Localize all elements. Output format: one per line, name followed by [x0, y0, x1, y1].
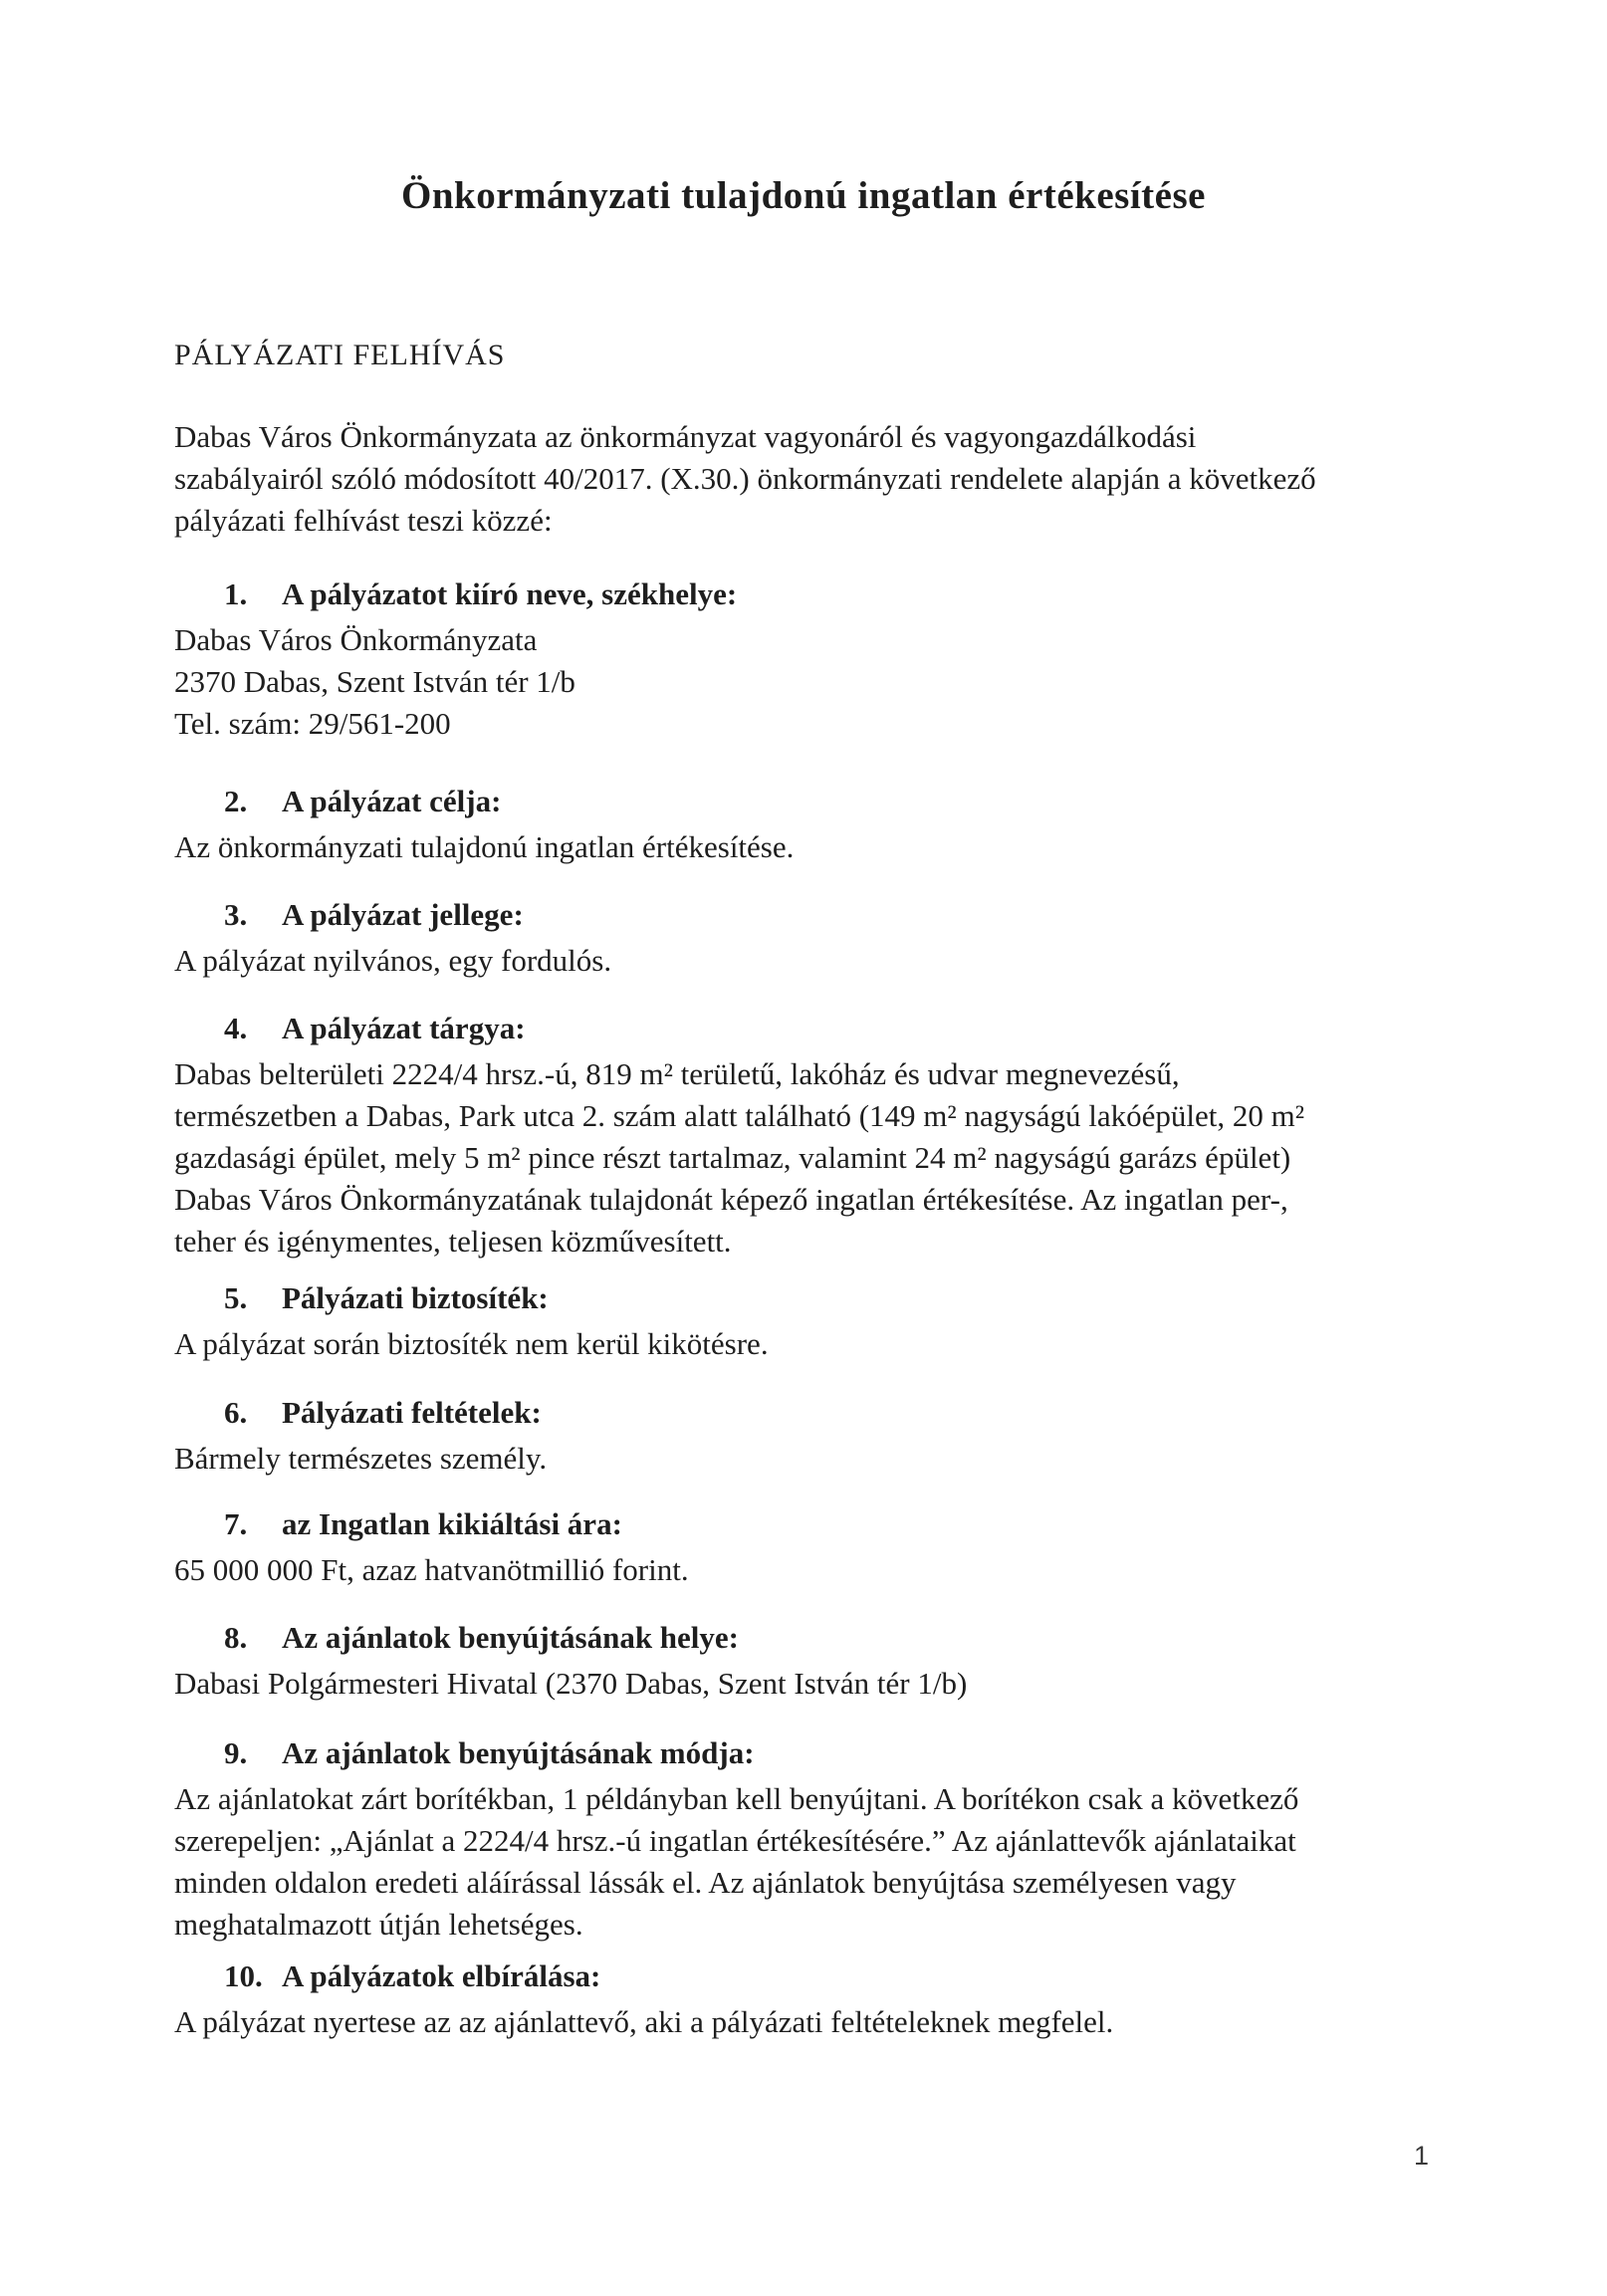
text-line: Tel. szám: 29/561-200: [174, 706, 451, 741]
text-line: szerepeljen: „Ajánlat a 2224/4 hrsz.-ú ingatlan értékesítésére.” Az ajánlattevők ajánlataikat: [174, 1823, 1296, 1858]
section-heading: [174, 1392, 1469, 1434]
text-line: minden oldalon eredeti aláírással lássák el. Az ajánlatok benyújtása személyesen vagy: [174, 1865, 1237, 1900]
section-heading-text: Az ajánlatok benyújtásának helye:: [282, 1620, 740, 1655]
section-number: 1.: [224, 576, 248, 611]
section-issuer: [174, 574, 1469, 745]
intro-paragraph: [174, 416, 1469, 542]
section-body: [174, 619, 1469, 745]
section-number: 8.: [224, 1620, 248, 1655]
section-submission-place: [174, 1617, 1469, 1705]
section-submission-method: [174, 1732, 1469, 1946]
section-number: 2.: [224, 784, 248, 818]
text-line: Az önkormányzati tulajdonú ingatlan értékesítése.: [174, 829, 795, 864]
section-type: [174, 894, 1469, 982]
text-line: meghatalmazott útján lehetséges.: [174, 1907, 583, 1942]
section-number: 5.: [224, 1280, 248, 1315]
text-line: Az ajánlatokat zárt borítékban, 1 példányban kell benyújtani. A borítékon csak a következő: [174, 1781, 1299, 1816]
text-line: természetben a Dabas, Park utca 2. szám alatt található (149 m² nagyságú lakóépület, 20 m²: [174, 1098, 1305, 1133]
section-heading-text: A pályázat célja:: [282, 784, 502, 818]
intro-line-1: Dabas Város Önkormányzata az önkormányzat vagyonáról és vagyongazdálkodási: [174, 419, 1197, 454]
section-deposit: [174, 1277, 1469, 1365]
section-body: [174, 1438, 1469, 1480]
section-heading: [174, 1955, 1469, 1997]
text-line: Dabasi Polgármesteri Hivatal (2370 Dabas, Szent István tér 1/b): [174, 1666, 968, 1701]
section-heading-text: Pályázati feltételek:: [282, 1395, 542, 1430]
section-number: 4.: [224, 1011, 248, 1045]
text-line: gazdasági épület, mely 5 m² pince részt tartalmaz, valamint 24 m² nagyságú garázs épület): [174, 1140, 1291, 1175]
section-number: 9.: [224, 1735, 248, 1770]
text-line: 2370 Dabas, Szent István tér 1/b: [174, 664, 575, 699]
section-body: [174, 1778, 1469, 1946]
document-title: Önkormányzati tulajdonú ingatlan értékesítése: [401, 174, 1206, 217]
section-heading-text: Az ajánlatok benyújtásának módja:: [282, 1735, 755, 1770]
intro-line-3: pályázati felhívást teszi közzé:: [174, 503, 553, 538]
section-body: [174, 2001, 1469, 2043]
section-body: [174, 826, 1469, 868]
text-line: A pályázat nyilvános, egy fordulós.: [174, 943, 612, 978]
text-line: A pályázat során biztosíték nem kerül kikötésre.: [174, 1326, 769, 1361]
section-heading-text: Pályázati biztosíték:: [282, 1280, 549, 1315]
section-starting-price: [174, 1503, 1469, 1591]
call-for-proposals-heading: PÁLYÁZATI FELHÍVÁS: [174, 339, 506, 371]
section-heading: [174, 1277, 1469, 1319]
text-line: Dabas Város Önkormányzata: [174, 622, 538, 657]
section-heading: [174, 574, 1469, 615]
section-body: [174, 1053, 1469, 1263]
section-number: 7.: [224, 1506, 248, 1541]
text-line: 65 000 000 Ft, azaz hatvanötmillió forint.: [174, 1552, 689, 1587]
section-heading: [174, 1732, 1469, 1774]
section-purpose: [174, 781, 1469, 868]
section-heading-text: az Ingatlan kikiáltási ára:: [282, 1506, 622, 1541]
section-number: 6.: [224, 1395, 248, 1430]
section-heading-text: A pályázat jellege:: [282, 897, 524, 932]
section-body: [174, 1663, 1469, 1705]
section-heading: [174, 1617, 1469, 1659]
page-number: 1: [1414, 2141, 1430, 2171]
section-body: [174, 1323, 1469, 1365]
text-line: A pályázat nyertese az az ajánlattevő, aki a pályázati feltételeknek megfelel.: [174, 2004, 1114, 2039]
section-body: [174, 1549, 1469, 1591]
section-heading-text: A pályázatok elbírálása:: [282, 1958, 601, 1993]
section-subject: [174, 1008, 1469, 1263]
section-evaluation: [174, 1955, 1469, 2043]
section-heading: [174, 1503, 1469, 1545]
section-heading: [174, 1008, 1469, 1049]
text-line: Bármely természetes személy.: [174, 1441, 548, 1476]
section-heading: [174, 894, 1469, 936]
section-number: 3.: [224, 897, 248, 932]
section-heading-text: A pályázatot kiíró neve, székhelye:: [282, 576, 738, 611]
section-heading-text: A pályázat tárgya:: [282, 1011, 526, 1045]
text-line: Dabas Város Önkormányzatának tulajdonát képező ingatlan értékesítése. Az ingatlan per-,: [174, 1182, 1288, 1217]
text-line: Dabas belterületi 2224/4 hrsz.-ú, 819 m² területű, lakóház és udvar megnevezésű,: [174, 1056, 1180, 1091]
section-body: [174, 940, 1469, 982]
text-line: teher és igénymentes, teljesen közművesített.: [174, 1224, 732, 1259]
section-number: 10.: [224, 1958, 263, 1993]
section-conditions: [174, 1392, 1469, 1480]
section-heading: [174, 781, 1469, 822]
intro-line-2: szabályairól szóló módosított 40/2017. (X.30.) önkormányzati rendelete alapján a következő: [174, 461, 1316, 496]
